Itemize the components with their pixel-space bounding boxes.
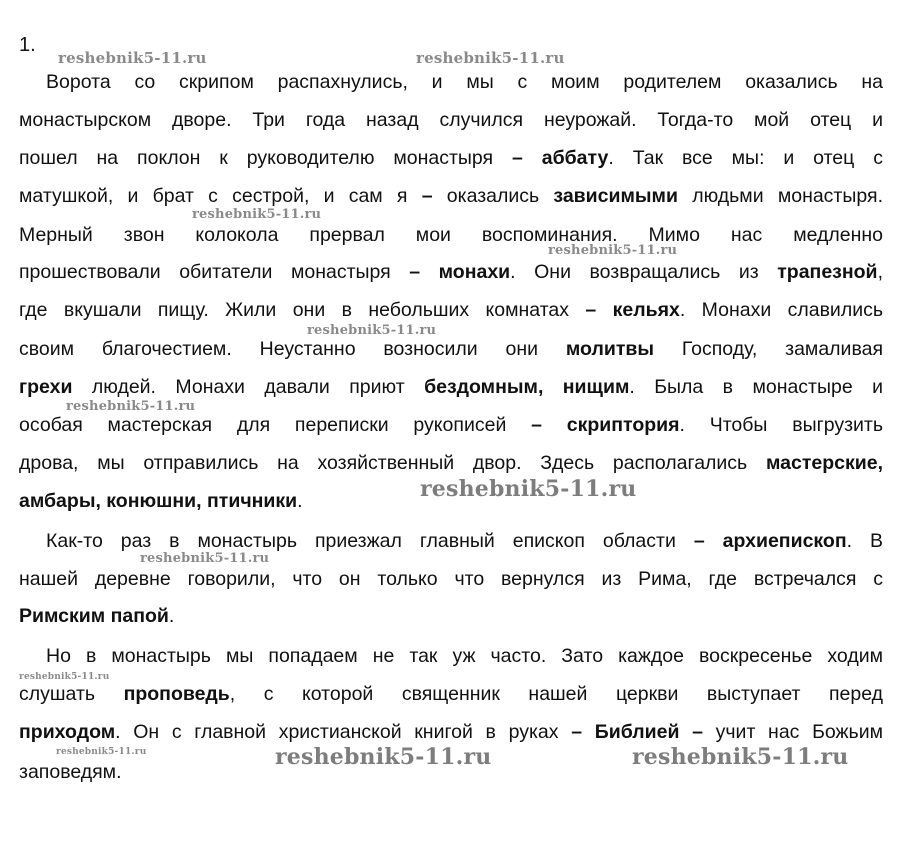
text-segment: особая мастерская для переписки рукописей: [19, 414, 532, 436]
text-line: [19, 567, 883, 591]
bold-term: бездомным, нищим: [424, 376, 630, 398]
bold-term: амбары, конюшни, птичники: [19, 490, 298, 512]
text-segment: своим благочестием. Неустанно возносили они: [19, 338, 566, 360]
text-line: [19, 375, 883, 399]
bold-term: – монахи: [409, 261, 511, 283]
text-segment: нашей деревне говорили, что он только что вернулся из Рима, где встречался с: [19, 568, 883, 590]
watermark: reshebnik5-11.ru: [416, 49, 565, 67]
text-segment: людей. Монахи давали приют: [72, 376, 425, 398]
text-line: [19, 108, 883, 132]
text-segment: . Была в монастыре и: [629, 376, 883, 398]
text-segment: слушать: [19, 683, 124, 705]
text-line: [19, 529, 883, 553]
text-segment: . Они возвращались из: [510, 261, 778, 283]
text-segment: Мерный звон колокола прервал мои воспоминания. Мимо нас медленно: [19, 224, 883, 246]
text-segment: . Он с главной христианской книгой в руках: [115, 721, 572, 743]
text-line: [19, 682, 883, 706]
bold-term: –: [421, 185, 433, 207]
task-number: 1.: [19, 34, 36, 56]
text-segment: Но в монастырь мы попадаем не так уж часто. Зато каждое воскресенье ходим: [46, 645, 883, 667]
watermark: reshebnik5-11.ru: [140, 551, 270, 566]
text-segment: оказались: [432, 185, 554, 207]
text-segment: матушкой, и брат с сестрой, и сам я: [19, 185, 422, 207]
text-segment: Ворота со скрипом распахнулись, и мы с моим родителем оказались на: [46, 71, 883, 93]
text-segment: учит нас Божьим: [702, 721, 884, 743]
text-segment: Господу, замаливая: [654, 338, 883, 360]
text-segment: .: [168, 605, 175, 627]
watermark: reshebnik5-11.ru: [275, 744, 492, 770]
watermark: reshebnik5-11.ru: [192, 207, 322, 222]
text-line: [19, 604, 883, 628]
text-line: [19, 223, 883, 247]
text-segment: , с которой священник нашей церкви выступает перед: [229, 683, 884, 705]
bold-term: зависимыми: [553, 185, 678, 207]
watermark: reshebnik5-11.ru: [420, 476, 637, 502]
bold-term: грехи: [19, 376, 73, 398]
text-line: [19, 260, 883, 284]
text-segment: заповедям.: [19, 761, 122, 783]
bold-term: – аббату: [511, 147, 609, 169]
text-segment: Как-то раз в монастырь приезжал главный епископ области: [46, 530, 694, 552]
text-line: [19, 337, 883, 361]
text-segment: . В: [846, 530, 884, 552]
text-segment: монастырском дворе. Три года назад случился неурожай. Тогда-то мой отец и: [19, 109, 883, 131]
text-segment: .: [297, 490, 303, 512]
bold-term: – кельях: [585, 299, 680, 321]
bold-term: проповедь: [123, 683, 230, 705]
text-segment: ,: [877, 261, 883, 283]
watermark: reshebnik5-11.ru: [66, 399, 196, 414]
bold-term: – скриптория: [531, 414, 680, 436]
text-segment: людьми монастыря.: [677, 185, 883, 207]
text-segment: . Чтобы выгрузить: [679, 414, 884, 436]
text-line: [19, 451, 883, 475]
text-segment: пошел на поклон к руководителю монастыря: [19, 147, 512, 169]
bold-term: молитвы: [565, 338, 655, 360]
text-line: [19, 413, 883, 437]
text-line: [19, 70, 883, 94]
text-line: [19, 146, 883, 170]
watermark: reshebnik5-11.ru: [632, 744, 849, 770]
text-segment: . Монахи славились: [679, 299, 883, 321]
text-segment: прошествовали обитатели монастыря: [19, 261, 410, 283]
watermark: reshebnik5-11.ru: [548, 243, 678, 258]
text-segment: где вкушали пищу. Жили они в небольших комнатах: [19, 299, 586, 321]
text-segment: дрова, мы отправились на хозяйственный двор. Здесь располагались: [19, 452, 766, 474]
watermark: reshebnik5-11.ru: [56, 747, 147, 757]
watermark: reshebnik5-11.ru: [307, 323, 437, 338]
bold-term: Римским папой: [19, 605, 169, 627]
bold-term: – Библией –: [571, 721, 703, 743]
bold-term: приходом: [19, 721, 116, 743]
text-line: [19, 298, 883, 322]
text-line: [19, 184, 883, 208]
watermark: reshebnik5-11.ru: [19, 672, 110, 682]
text-segment: . Так все мы: и отец с: [608, 147, 883, 169]
bold-term: трапезной: [777, 261, 878, 283]
bold-term: мастерские,: [765, 452, 883, 474]
text-line: [19, 644, 883, 668]
text-line: [19, 720, 883, 744]
bold-term: – архиепископ: [693, 530, 847, 552]
watermark: reshebnik5-11.ru: [58, 49, 207, 67]
